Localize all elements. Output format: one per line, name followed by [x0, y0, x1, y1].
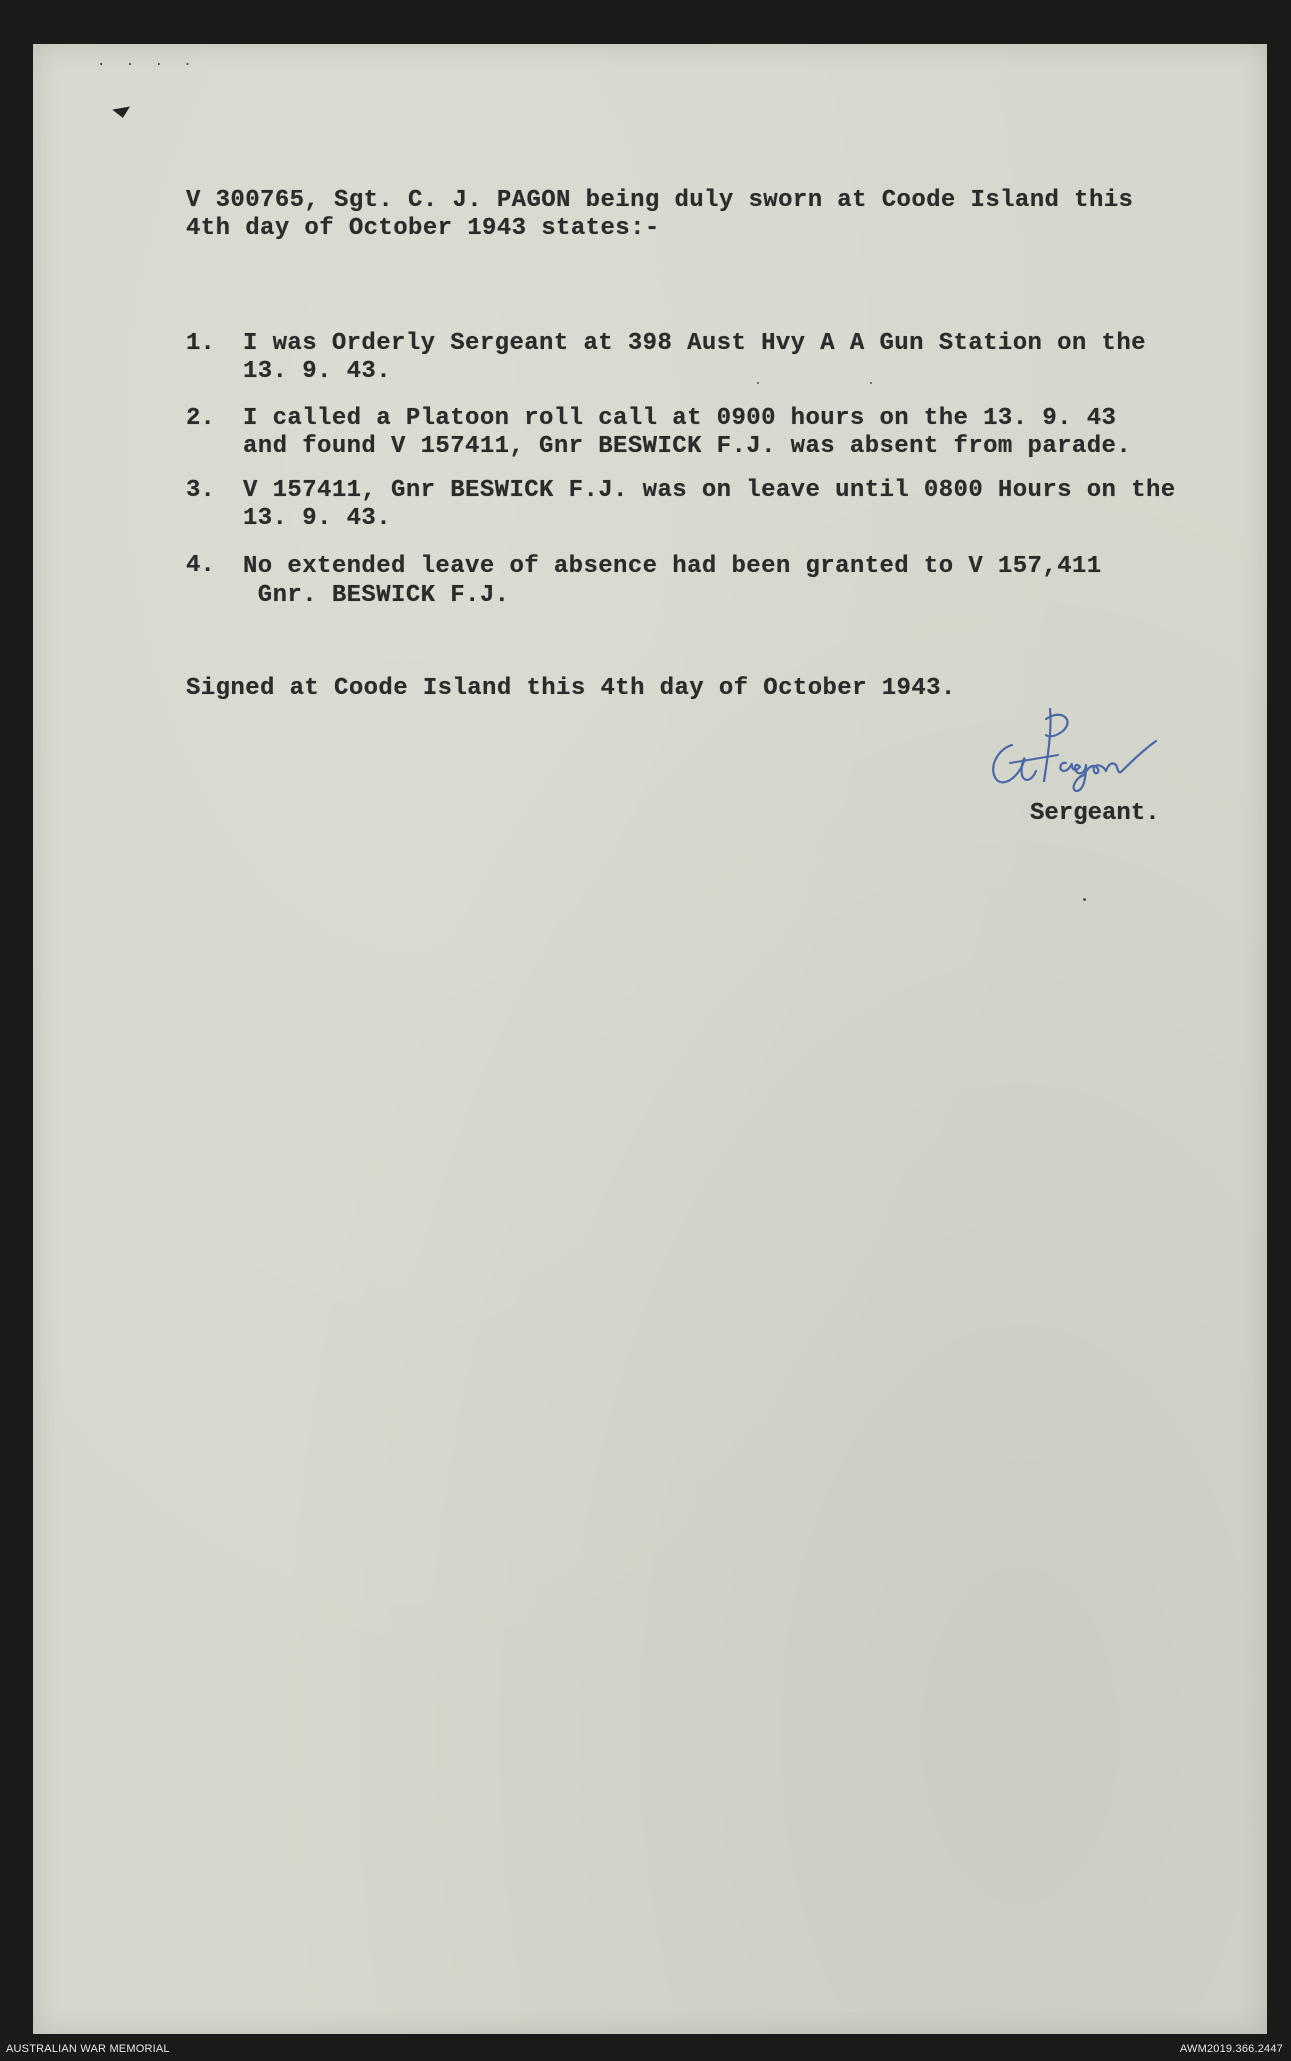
paper-speck: [870, 382, 872, 384]
item-text: I called a Platoon roll call at 0900 hours on the 13. 9. 43 and found V 157411, Gnr BESWICK F.J. was absent from parade.: [243, 405, 1132, 460]
item-number: 2.: [186, 405, 215, 432]
footer-institution: AUSTRALIAN WAR MEMORIAL: [6, 2043, 170, 2055]
handwritten-signature: [980, 705, 1190, 800]
item-number: 4.: [186, 552, 215, 579]
signatory-role: Sergeant.: [1030, 800, 1160, 827]
footer-accession-number: AWM2019.366.2447: [1179, 2043, 1283, 2055]
item-number: 1.: [186, 330, 215, 357]
intro-line-2: 4th day of October 1943 states:-: [186, 215, 660, 242]
item-text: I was Orderly Sergeant at 398 Aust Hvy A A Gun Station on the 13. 9. 43.: [243, 330, 1146, 385]
intro-line-1: V 300765, Sgt. C. J. PAGON being duly sworn at Coode Island this: [186, 187, 1134, 214]
statement-intro: [186, 187, 1133, 243]
paper-speck: [757, 382, 759, 384]
signed-line: Signed at Coode Island this 4th day of October 1943.: [186, 675, 956, 702]
item-text: V 157411, Gnr BESWICK F.J. was on leave until 0800 Hours on the 13. 9. 43.: [243, 477, 1176, 532]
punch-marks: . . . .: [97, 54, 198, 70]
item-text: No extended leave of absence had been granted to V 157,411 Gnr. BESWICK F.J.: [243, 553, 1102, 609]
paper-speck: [1083, 898, 1086, 901]
item-number: 3.: [186, 477, 215, 504]
